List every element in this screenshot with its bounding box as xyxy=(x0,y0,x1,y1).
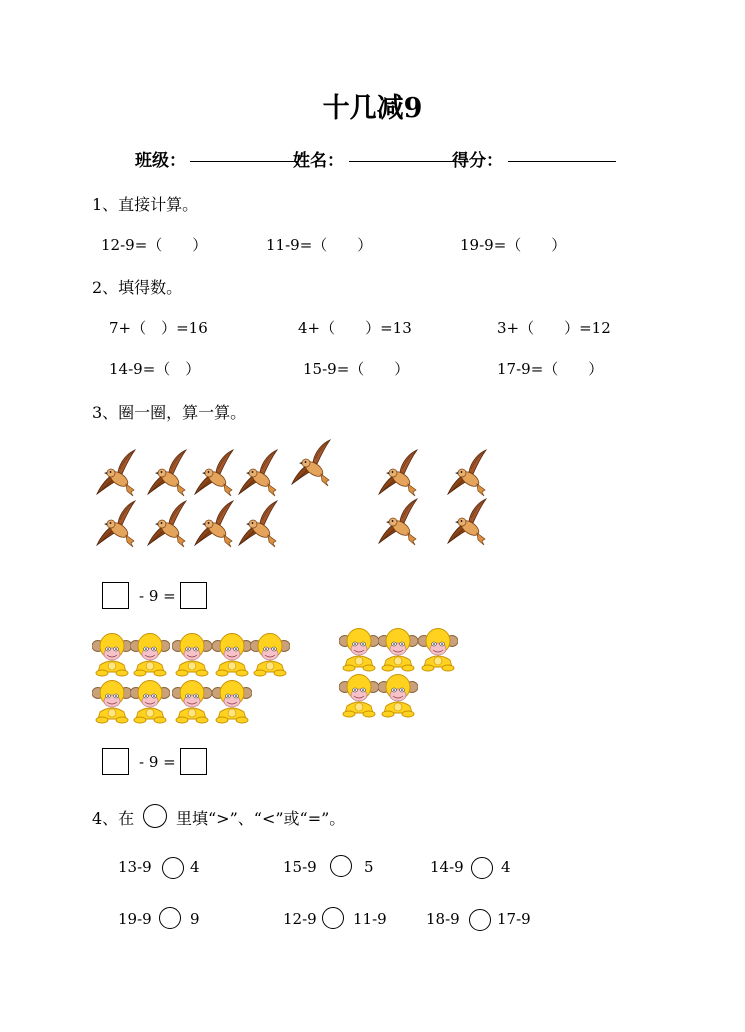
bird-icon xyxy=(194,500,234,552)
s4-right-2: 5 xyxy=(364,858,374,876)
s4-right-1: 4 xyxy=(190,858,200,876)
bird-equation: - 9 = xyxy=(139,587,176,605)
bird-icon xyxy=(447,449,487,501)
bird-icon xyxy=(96,500,136,552)
page-title: 十几减9 xyxy=(322,93,423,124)
section3-heading: 3、圈一圈，算一算。 xyxy=(92,403,247,422)
s4-right-5: 11-9 xyxy=(353,910,387,928)
answer-box-1b[interactable] xyxy=(180,582,207,609)
s4-left-4: 19-9 xyxy=(118,910,152,928)
s2-question-2: 4+（ ）=13 xyxy=(298,319,412,337)
section1-heading: 1、直接计算。 xyxy=(92,195,199,214)
compare-circle-4[interactable] xyxy=(159,907,181,929)
compare-circle-3[interactable] xyxy=(471,857,493,879)
dog-icon xyxy=(172,632,212,678)
s4-right-6: 17-9 xyxy=(497,910,531,928)
s2-question-6: 17-9=（ ） xyxy=(497,360,604,378)
s4-left-5: 12-9 xyxy=(283,910,317,928)
dog-icon xyxy=(130,632,170,678)
dog-equation: - 9 = xyxy=(139,753,176,771)
section4-heading-before: 4、在 xyxy=(92,809,135,828)
section2-heading: 2、填得数。 xyxy=(92,278,183,297)
bird-icon xyxy=(238,449,278,501)
s2-question-3: 3+（ ）=12 xyxy=(497,319,611,337)
bird-icon xyxy=(447,498,487,550)
dog-icon xyxy=(212,679,252,725)
score-blank[interactable] xyxy=(508,146,616,167)
answer-box-1a[interactable] xyxy=(102,582,129,609)
dog-icon xyxy=(92,679,132,725)
compare-circle-6[interactable] xyxy=(469,909,491,931)
s4-right-4: 9 xyxy=(190,910,200,928)
dog-icon xyxy=(378,627,418,673)
compare-circle-2[interactable] xyxy=(330,855,352,877)
class-label: 班级： xyxy=(135,151,186,171)
s2-question-5: 15-9=（ ） xyxy=(303,360,410,378)
class-blank[interactable] xyxy=(190,146,298,167)
dog-icon xyxy=(418,627,458,673)
bird-icon xyxy=(291,439,331,491)
answer-box-2a[interactable] xyxy=(102,748,129,775)
s4-right-3: 4 xyxy=(501,858,511,876)
s4-left-2: 15-9 xyxy=(283,858,317,876)
dog-icon xyxy=(92,632,132,678)
s1-question-3: 19-9=（ ） xyxy=(460,236,567,254)
name-label: 姓名： xyxy=(293,151,344,171)
compare-circle-icon xyxy=(143,804,167,828)
dog-icon xyxy=(378,673,418,719)
answer-box-2b[interactable] xyxy=(180,748,207,775)
bird-icon xyxy=(378,498,418,550)
bird-icon xyxy=(147,449,187,501)
s4-left-3: 14-9 xyxy=(430,858,464,876)
s1-question-2: 11-9=（ ） xyxy=(266,236,373,254)
compare-circle-1[interactable] xyxy=(162,857,184,879)
score-label: 得分： xyxy=(452,151,503,171)
dog-icon xyxy=(250,632,290,678)
bird-icon xyxy=(194,449,234,501)
dog-icon xyxy=(130,679,170,725)
dog-icon xyxy=(339,627,379,673)
s2-question-4: 14-9=（ ） xyxy=(109,360,201,378)
bird-icon xyxy=(147,500,187,552)
s4-left-6: 18-9 xyxy=(426,910,460,928)
bird-icon xyxy=(96,449,136,501)
section4-heading-after: 里填“>”、“<”或“=”。 xyxy=(176,809,346,828)
bird-icon xyxy=(238,500,278,552)
dog-icon xyxy=(339,673,379,719)
bird-icon xyxy=(378,449,418,501)
dog-icon xyxy=(212,632,252,678)
s4-left-1: 13-9 xyxy=(118,858,152,876)
name-blank[interactable] xyxy=(349,146,457,167)
s1-question-1: 12-9=（ ） xyxy=(101,236,208,254)
compare-circle-5[interactable] xyxy=(322,907,344,929)
s2-question-1: 7+（ ）=16 xyxy=(109,319,208,337)
dog-icon xyxy=(172,679,212,725)
